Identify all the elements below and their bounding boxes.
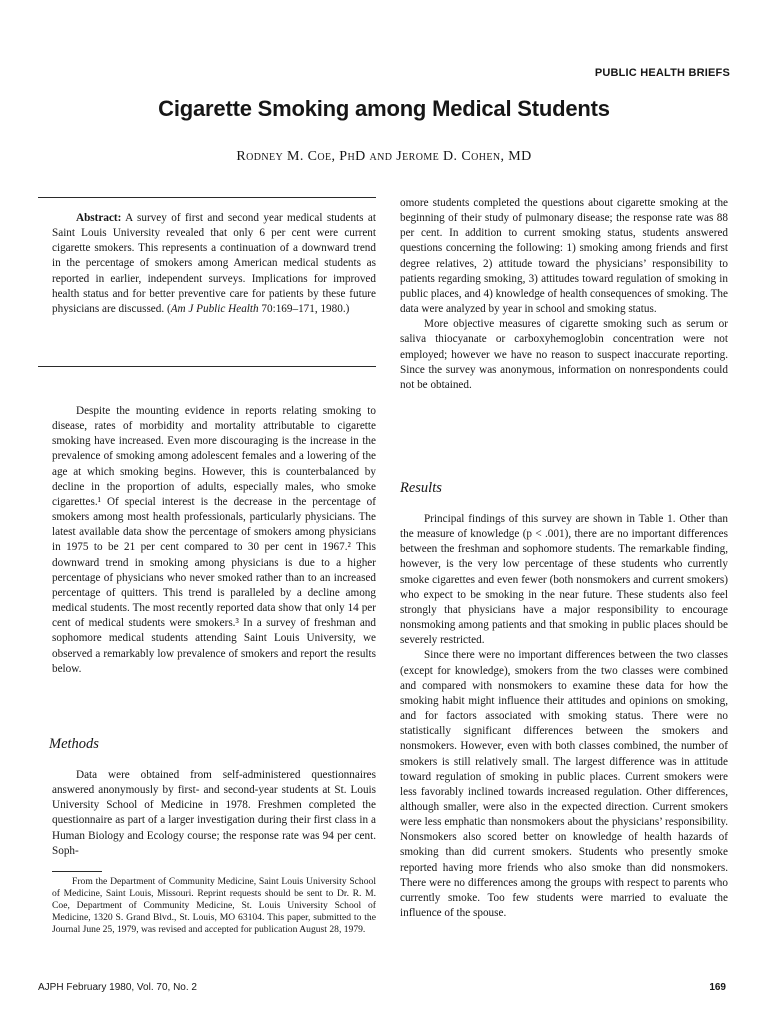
- methods-paragraph-1: Data were obtained from self-administered questionnaires answered anonymously by first- and second-year students at St. Louis University School of Medicine in 1978. Freshmen completed the questionnaire as part of a larger investigation during their first class in a Human Biology and Ecology course; the response rate was 94 per cent. Soph-: [52, 769, 376, 857]
- abstract-citation-rest: 70:169–171, 1980.): [258, 302, 350, 315]
- abstract-citation: Am J Public Health: [170, 302, 259, 315]
- results-paragraph-2: Since there were no important differences between the two classes (except for knowledge), smokers from the two classes were combined and compared with nonsmokers to examine these data for how the smoking habit might influence their attitudes and opinions on smoking, and for factors associated with smoking status. There were no statistically significant differences between the smokers and nonsmokers. However, even with both classes combined, the number of smokers is still relatively small. The largest difference was in attitude toward regulation of smoking in public places. Current smokers were less favorably inclined towards increased regulation. Other differences, although smaller, were also in the expected direction. Current smokers were less emphatic than nonsmokers about the physicians’ responsibility. Nonsmokers also scored better on knowledge of health hazards of smoking than did current smokers. Students who presently smoke reported having more friends who also smoke than did nonsmokers. There were no differences among the groups with respect to parents who currently smoke. Too few students were married to evaluate the influence of the spouse.: [400, 649, 728, 920]
- methods-continued-block: [400, 196, 728, 393]
- section-label: PUBLIC HEALTH BRIEFS: [594, 67, 730, 79]
- page-number: 169: [709, 982, 726, 993]
- footnote-rule: [52, 871, 102, 872]
- article-authors: Rodney M. Coe, PhD and Jerome D. Cohen, MD: [236, 149, 532, 164]
- abstract-label: Abstract:: [76, 212, 122, 224]
- intro-paragraph: Despite the mounting evidence in reports relating smoking to disease, rates of morbidity and mortality attributable to cigarette smoking have increased. Even more discouraging is the increase in the prevalence of smoking among adolescent females and a lowering of the age at which smoking begins. However, this is counterbalanced by decline in the proportion of adults, especially males, who smoke cigarettes.¹ Of special interest is the decrease in the percentage of smokers among most health professionals, particularly physicians. The latest available data show the percentage of smokers among physicians in 1975 to be 21 per cent compared to 30 per cent in 1967.² This downward trend in smoking among physicians is due to a higher percentage of physicians who never smoked rather than to an increased percentage of quitters. This trend is paralleled by a decline among medical students. The most recently reported data show that only 14 per cent of medical students were smokers.³ In a survey of freshman and sophomore medical students attending Saint Louis University, we observed a remarkably low prevalence of smokers and report the results below.: [52, 405, 376, 675]
- footnote-block: [52, 876, 376, 936]
- abstract-text: A survey of first and second year medical students at Saint Louis University revealed that only 6 per cent were current cigarette smokers. This represents a continuation of a downward trend in the percentage of smokers among American medical students as reported in earlier, independent surveys. Implications for improved health status and for better preventive care for patients by these future physicians are discussed. (: [52, 212, 376, 315]
- article-title: Cigarette Smoking among Medical Students: [158, 96, 610, 121]
- results-heading: Results: [400, 480, 442, 496]
- results-paragraph-1: Principal findings of this survey are shown in Table 1. Other than the measure of knowledge (p < .001), there are no important differences between the freshman and sophomore students. The remarkable finding, however, is the very low percentage of these students who currently smoke cigarettes and even fewer (both nonsmokers and current smokers) who expect to be smoking in the near future. These students also feel strongly that physicians have a major responsibility to encourage nonsmoking among patients and that smoking in public places should be severely restricted.: [400, 513, 728, 647]
- methods-paragraph-1-continued: omore students completed the questions about cigarette smoking at the beginning of their study of pulmonary disease; the response rate was 88 per cent. In addition to current smoking status, students answered questions concerning the following: 1) smoking among friends and first degree relatives, 2) attitude toward the physicians’ responsibility to patients regarding smoking, 3) attitudes toward regulation of smoking in public places, and 4) knowledge of health consequences of smoking. The data were analyzed by year in school and smoking status.: [400, 197, 728, 316]
- methods-heading: Methods: [49, 736, 99, 752]
- methods-block: [52, 768, 376, 859]
- journal-citation: AJPH February 1980, Vol. 70, No. 2: [38, 982, 197, 993]
- intro-block: [52, 404, 376, 677]
- abstract-top-rule: [38, 197, 376, 198]
- methods-paragraph-2: More objective measures of cigarette smoking such as serum or saliva thiocyanate or carboxyhemoglobin concentration were not employed; however we have no reason to suspect inaccurate reporting. Since the survey was anonymous, information on nonrespondents could not be obtained.: [400, 318, 728, 391]
- abstract-paragraph: [52, 211, 376, 317]
- abstract-bottom-rule: [38, 366, 376, 367]
- footnote-text: From the Department of Community Medicine, Saint Louis University School of Medicine, Saint Louis, Missouri. Reprint requests should be sent to Dr. R. M. Coe, Department of Community Medicine, St. Louis University School of Medicine, 1320 S. Grand Blvd., St. Louis, MO 63104. This paper, submitted to the Journal June 25, 1979, was revised and accepted for publication August 28, 1979.: [52, 876, 376, 936]
- abstract-block: [52, 211, 376, 317]
- results-block: [400, 512, 728, 921]
